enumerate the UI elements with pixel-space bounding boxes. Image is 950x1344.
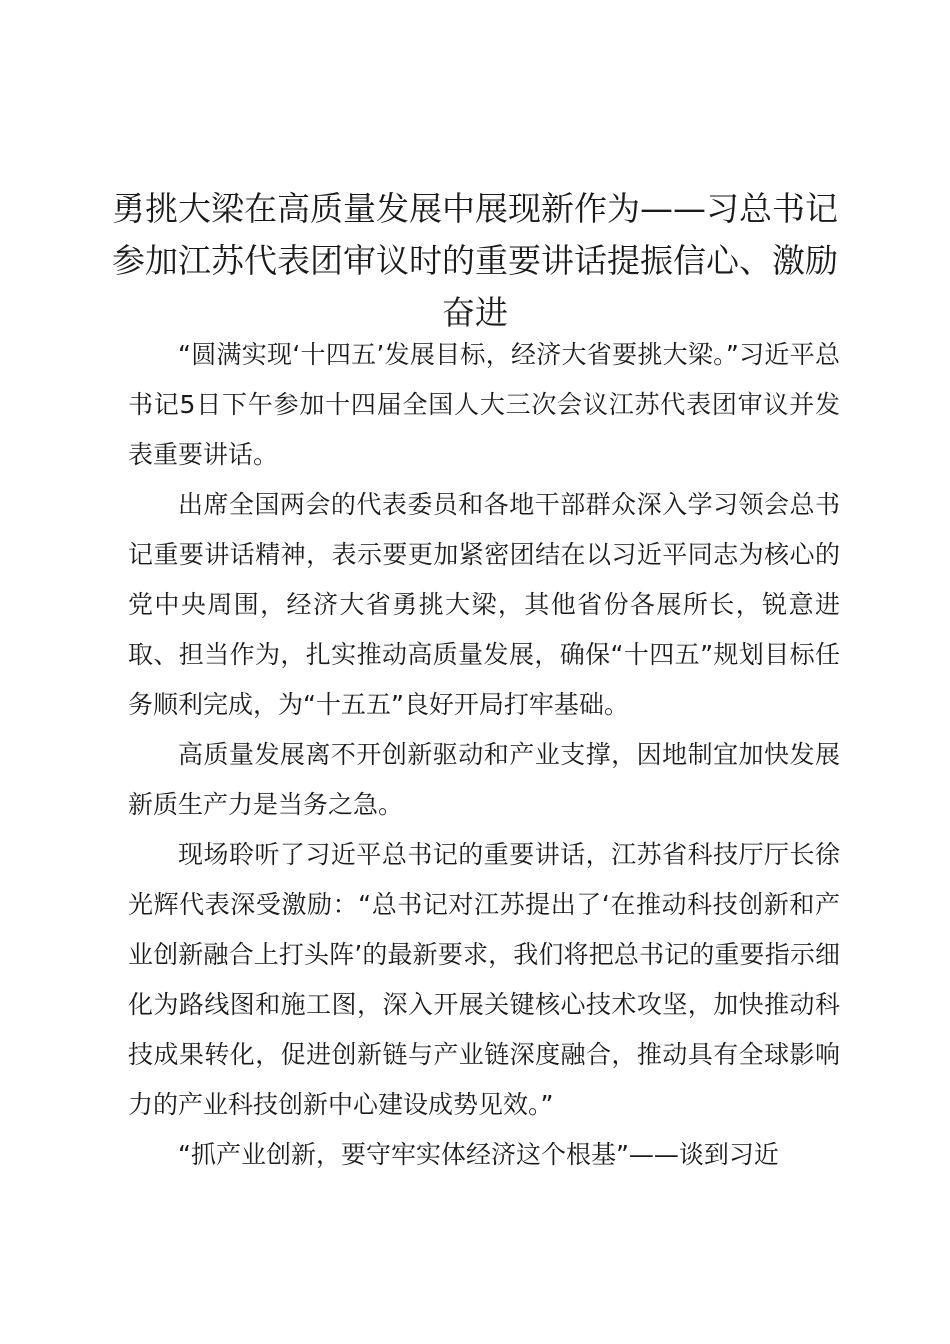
paragraph-5: “抓产业创新，要守牢实体经济这个根基”——谈到习近 — [178, 1140, 779, 1169]
paragraph-4: 现场聆听了习近平总书记的重要讲话，江苏省科技厅厅长徐光辉代表深受激励：“总书记对江苏提出了‘在推动科技创新和产业创新融合上打头阵’的最新要求，我们将把总书记的重要指示细化为路线图和施工图，深入开展关键核心技术攻坚，加快推动科技成果转化，促进创新链与产业链深度融合，推动具有全球影响力的产业科技创新中心建设成势见效。” — [128, 840, 840, 1119]
paragraph-2: 出席全国两会的代表委员和各地干部群众深入学习领会总书记重要讲话精神，表示要更加紧密团结在以习近平同志为核心的党中央周围，经济大省勇挑大梁，其他省份各展所长，锐意进取、担当作为，扎实推动高质量发展，确保“十四五”规划目标任务顺利完成，为“十五五”良好开局打牢基础。 — [128, 490, 840, 719]
document-title: 勇挑大梁在高质量发展中展现新作为——习总书记参加江苏代表团审议时的重要讲话提振信心、激励奋进 — [112, 189, 838, 332]
paragraph-1: “圆满实现‘十四五’发展目标，经济大省要挑大梁。”习近平总书记5日下午参加十四届全国人大三次会议江苏代表团审议并发表重要讲话。 — [128, 340, 840, 469]
paragraph-3: 高质量发展离不开创新驱动和产业支撑，因地制宜加快发展新质生产力是当务之急。 — [128, 740, 840, 819]
document-body — [128, 330, 840, 1180]
